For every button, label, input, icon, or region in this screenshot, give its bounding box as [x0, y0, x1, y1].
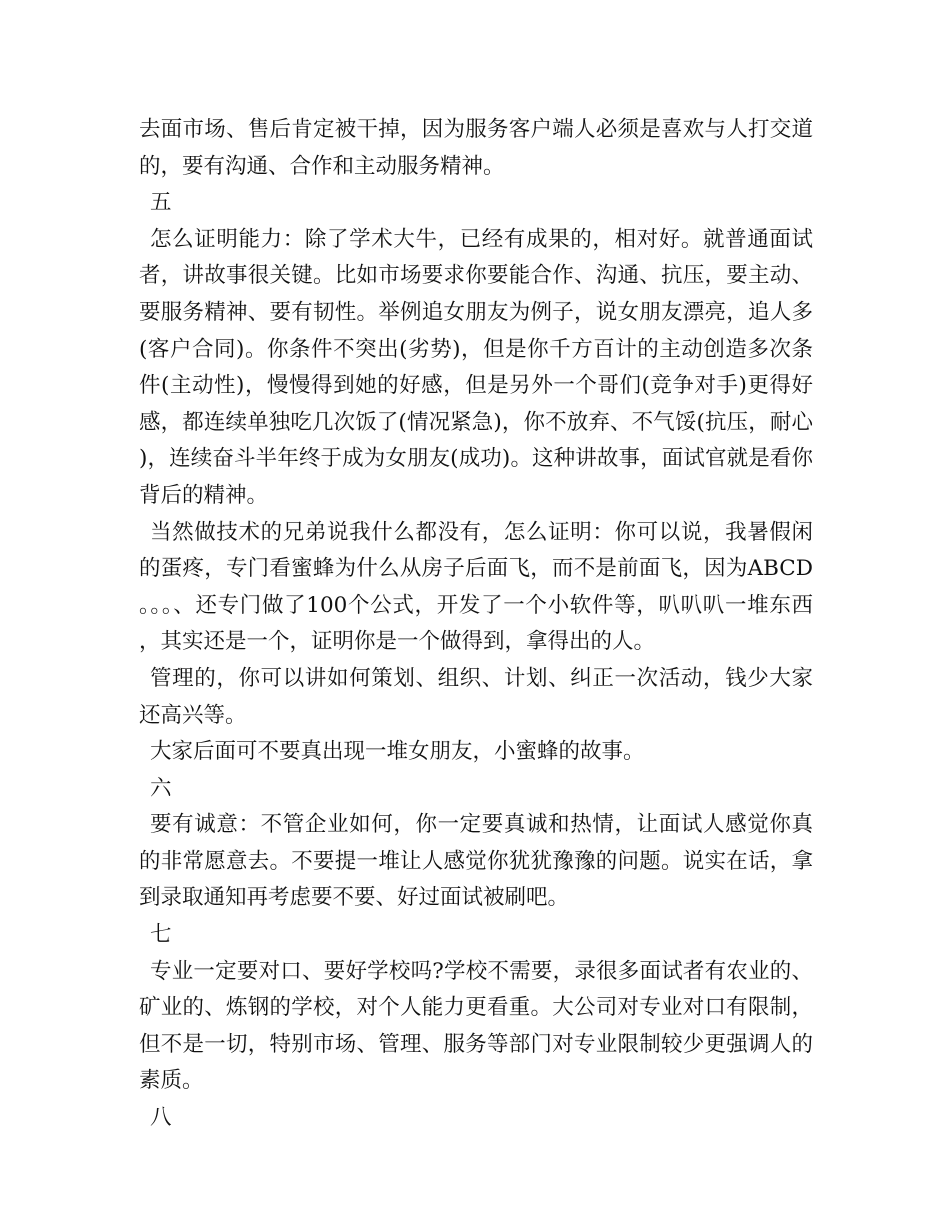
section-heading: 七	[150, 922, 172, 948]
paragraph: 当然做技术的兄弟说我什么都没有，怎么证明：你可以说，我暑假闲的蛋疼，专门看蜜蜂为什么从房子后面飞，而不是前面飞，因为ABCD。。。、还专门做了100个公式，开发了一个小软件等，叭叭叭一堆东西，其实还是一个，证明你是一个做得到，拿得出的人。	[139, 519, 813, 655]
paragraph: 管理的，你可以讲如何策划、组织、计划、纠正一次活动，钱少大家还高兴等。	[139, 665, 813, 728]
paragraph: 要有诚意：不管企业如何，你一定要真诚和热情，让面试人感觉你真的非常愿意去。不要提一堆让人感觉你犹犹豫豫的问题。说实在话，拿到录取通知再考虑要不要、好过面试被刷吧。	[139, 812, 813, 911]
paragraph: 怎么证明能力：除了学术大牛，已经有成果的，相对好。就普通面试者，讲故事很关键。比如市场要求你要能合作、沟通、抗压，要主动、要服务精神、要有韧性。举例追女朋友为例子，说女朋友漂亮，追人多(客户合同)。你条件不突出(劣势)，但是你千方百计的主动创造多次条件(主动性)，慢慢得到她的好感，但是另外一个哥们(竞争对手)更得好感，都连续单独吃几次饭了(情况紧急)，你不放弃、不气馁(抗压，耐心)，连续奋斗半年终于成为女朋友(成功)。这种讲故事，面试官就是看你背后的精神。	[139, 226, 813, 508]
section-heading: 八	[150, 1105, 172, 1131]
section-heading: 五	[150, 190, 172, 216]
section-heading: 六	[150, 775, 172, 801]
paragraph: 大家后面可不要真出现一堆女朋友，小蜜蜂的故事。	[150, 739, 645, 765]
paragraph: 专业一定要对口、要好学校吗?学校不需要，录很多面试者有农业的、矿业的、炼钢的学校，对个人能力更看重。大公司对专业对口有限制，但不是一切，特别市场、管理、服务等部门对专业限制较少更强调人的素质。	[139, 958, 813, 1094]
document-body	[139, 112, 813, 1137]
paragraph: 去面市场、售后肯定被干掉，因为服务客户端人必须是喜欢与人打交道的，要有沟通、合作和主动服务精神。	[139, 117, 813, 179]
